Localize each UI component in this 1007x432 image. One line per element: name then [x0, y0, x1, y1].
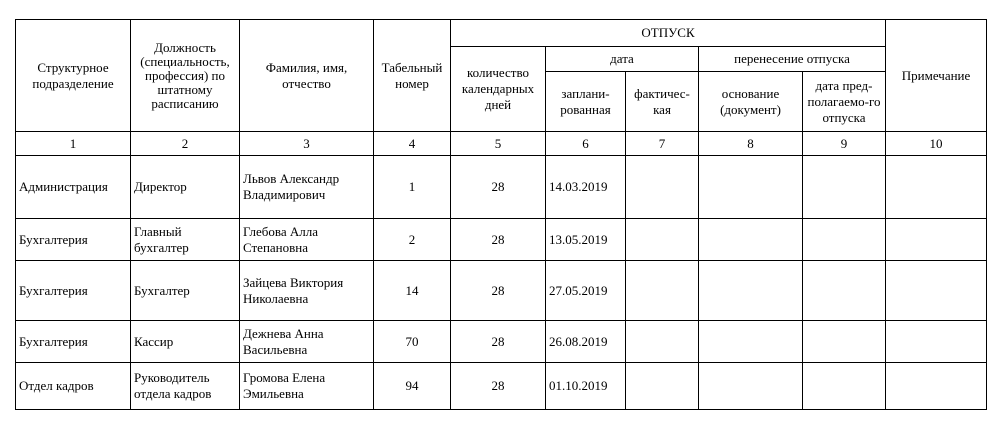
header-note: Примечание — [886, 20, 987, 132]
cell-subdivision: Бухгалтерия — [16, 261, 131, 321]
cell-tab-number: 70 — [374, 321, 451, 363]
cell-days: 28 — [451, 321, 546, 363]
cell-subdivision: Бухгалтерия — [16, 219, 131, 261]
header-position: Должность (специальность, профессия) по штатному расписанию — [131, 20, 240, 132]
cell-subdivision: Администрация — [16, 156, 131, 219]
cell-position: Бухгалтер — [131, 261, 240, 321]
cell-tab-number: 94 — [374, 363, 451, 410]
cell-name: Львов Александр Владимирович — [240, 156, 374, 219]
header-planned: заплани-рованная — [546, 72, 626, 132]
table-row — [16, 156, 987, 219]
table-row — [16, 219, 987, 261]
cell-tab-number: 2 — [374, 219, 451, 261]
cell-subdivision: Отдел кадров — [16, 363, 131, 410]
column-number: 9 — [803, 132, 886, 156]
cell-proposed-date — [803, 321, 886, 363]
column-number: 1 — [16, 132, 131, 156]
cell-planned-date: 13.05.2019 — [546, 219, 626, 261]
header-transfer: перенесение отпуска — [699, 47, 886, 72]
cell-proposed-date — [803, 261, 886, 321]
cell-days: 28 — [451, 363, 546, 410]
header-subdivision: Структурное подразделение — [16, 20, 131, 132]
cell-note — [886, 156, 987, 219]
cell-position: Главный бухгалтер — [131, 219, 240, 261]
table-row — [16, 363, 987, 410]
cell-actual-date — [626, 261, 699, 321]
cell-basis — [699, 363, 803, 410]
cell-actual-date — [626, 219, 699, 261]
cell-position: Кассир — [131, 321, 240, 363]
column-number: 3 — [240, 132, 374, 156]
cell-name: Громова Елена Эмильевна — [240, 363, 374, 410]
cell-basis — [699, 156, 803, 219]
column-number: 2 — [131, 132, 240, 156]
cell-days: 28 — [451, 156, 546, 219]
header-date: дата — [546, 47, 699, 72]
cell-note — [886, 321, 987, 363]
column-number: 7 — [626, 132, 699, 156]
cell-name: Дежнева Анна Васильевна — [240, 321, 374, 363]
cell-planned-date: 26.08.2019 — [546, 321, 626, 363]
cell-name: Зайцева Виктория Николаевна — [240, 261, 374, 321]
cell-note — [886, 261, 987, 321]
cell-actual-date — [626, 156, 699, 219]
header-days: количество календарных дней — [451, 47, 546, 132]
cell-tab-number: 14 — [374, 261, 451, 321]
header-name: Фамилия, имя, отчество — [240, 20, 374, 132]
cell-proposed-date — [803, 156, 886, 219]
cell-position: Руководитель отдела кадров — [131, 363, 240, 410]
column-number: 5 — [451, 132, 546, 156]
cell-basis — [699, 321, 803, 363]
column-number: 8 — [699, 132, 803, 156]
cell-note — [886, 219, 987, 261]
column-number: 4 — [374, 132, 451, 156]
cell-proposed-date — [803, 219, 886, 261]
column-numbers-row — [16, 132, 987, 156]
cell-proposed-date — [803, 363, 886, 410]
header-vacation: ОТПУСК — [451, 20, 886, 47]
cell-basis — [699, 219, 803, 261]
table-row — [16, 321, 987, 363]
cell-days: 28 — [451, 261, 546, 321]
cell-actual-date — [626, 363, 699, 410]
table-row — [16, 261, 987, 321]
cell-days: 28 — [451, 219, 546, 261]
cell-position: Директор — [131, 156, 240, 219]
cell-planned-date: 14.03.2019 — [546, 156, 626, 219]
header-proposed-date: дата пред-полагаемо-го отпуска — [803, 72, 886, 132]
cell-subdivision: Бухгалтерия — [16, 321, 131, 363]
cell-planned-date: 27.05.2019 — [546, 261, 626, 321]
header-actual: фактичес-кая — [626, 72, 699, 132]
header-tab-number: Табельный номер — [374, 20, 451, 132]
cell-tab-number: 1 — [374, 156, 451, 219]
header-basis: основание (документ) — [699, 72, 803, 132]
vacation-schedule-table — [15, 19, 987, 410]
cell-actual-date — [626, 321, 699, 363]
column-number: 10 — [886, 132, 987, 156]
column-number: 6 — [546, 132, 626, 156]
cell-name: Глебова Алла Степановна — [240, 219, 374, 261]
cell-note — [886, 363, 987, 410]
cell-planned-date: 01.10.2019 — [546, 363, 626, 410]
cell-basis — [699, 261, 803, 321]
